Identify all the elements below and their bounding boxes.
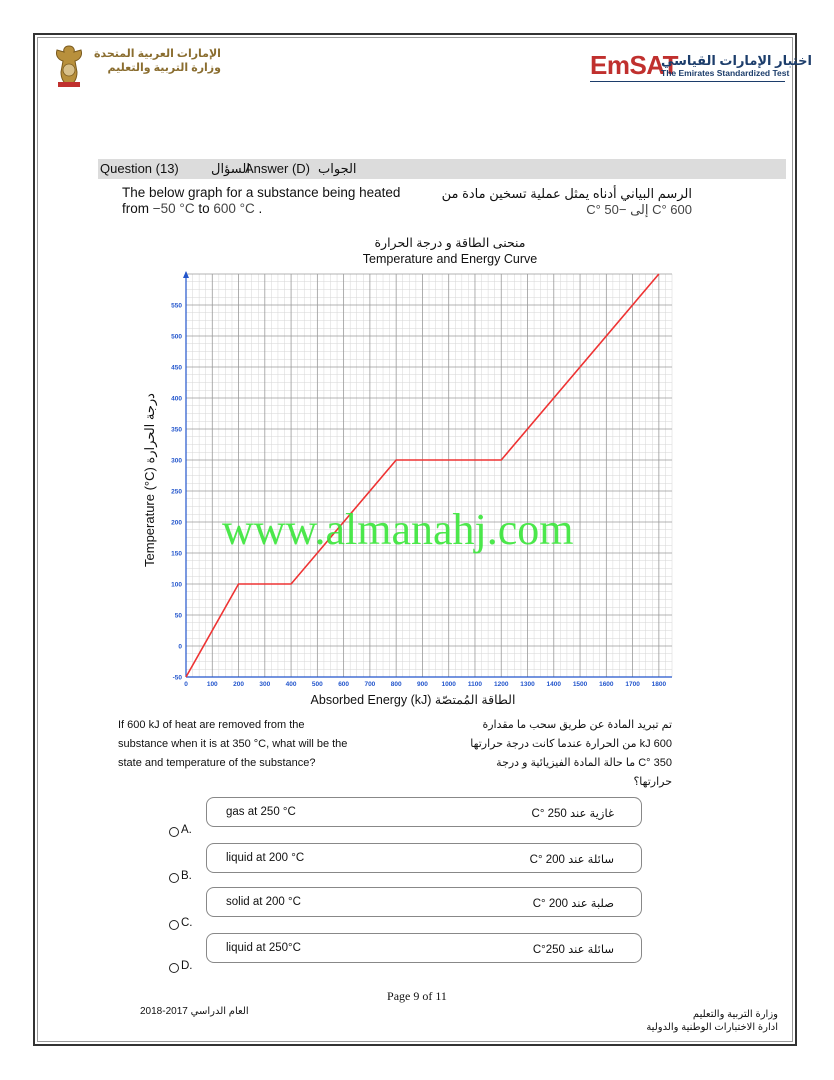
footer-ministry-line2: ادارة الاختبارات الوطنية والدولية <box>646 1022 778 1033</box>
x-tick-label: 700 <box>364 681 376 688</box>
option-b-radio[interactable] <box>169 873 179 883</box>
intro-ar <box>430 186 692 218</box>
x-tick-label: 1700 <box>625 681 640 688</box>
chart-title-en: Temperature and Energy Curve <box>362 252 538 266</box>
x-axis-label: Absorbed Energy (kJ) الطاقة المُمتصّة <box>310 693 516 707</box>
y-tick-label: 450 <box>171 364 182 372</box>
x-tick-label: 500 <box>311 681 323 688</box>
option-d-letter: D. <box>181 960 193 972</box>
x-tick-label: 1100 <box>467 681 483 688</box>
option-b-text-en: liquid at 200 °C <box>226 852 305 864</box>
emsat-underline <box>590 81 785 82</box>
y-tick-label: 300 <box>171 457 182 465</box>
x-tick-label: 800 <box>390 681 402 688</box>
answer-label: Answer (D) <box>245 161 311 176</box>
footer-ministry-line1: وزارة التربية والتعليم <box>692 1009 778 1020</box>
option-b-letter: B. <box>181 870 192 882</box>
x-tick-label: 1500 <box>572 681 588 688</box>
intro-from-word: from <box>122 201 153 216</box>
y-tick-label: 550 <box>171 302 182 310</box>
question-ar-line2: 600 kJ من الحرارة عندما كانت درجة حرارتها <box>470 738 672 750</box>
intro-ar-line2: 600 °C إلى −50 °C <box>586 202 692 217</box>
y-tick-label: 50 <box>174 612 182 620</box>
x-tick-label: 1300 <box>520 681 535 688</box>
x-tick-label: 1800 <box>651 681 667 688</box>
option-c-text-ar: صلبة عند 200 °C <box>532 898 614 910</box>
question-label-ar: السؤال <box>211 161 250 176</box>
footer-ministry <box>646 1008 778 1034</box>
x-tick-label: 200 <box>233 681 244 688</box>
academic-year: العام الدراسي 2017-2018 <box>140 1006 249 1017</box>
ministry-header-line1: الإمارات العربية المتحدة <box>94 48 221 60</box>
chart-axes <box>183 271 672 677</box>
option-b-text-ar: سائلة عند 200 °C <box>529 854 614 866</box>
intro-en <box>122 185 400 217</box>
x-tick-label: 600 <box>338 681 350 688</box>
option-a-radio[interactable] <box>169 827 179 837</box>
uae-emblem-icon <box>49 42 89 90</box>
x-tick-label: 300 <box>259 681 271 688</box>
emsat-logo-en: The Emirates Standardized Test <box>661 68 790 78</box>
option-c-radio[interactable] <box>169 920 179 930</box>
page-number: Page 9 of 11 <box>387 989 447 1003</box>
option-c-box[interactable] <box>206 887 642 917</box>
question-number: Question (13) <box>100 161 179 176</box>
question-en-line3: state and temperature of the substance? <box>118 757 316 769</box>
y-axis-label: Temperature (°C) درجة الحرارة <box>142 393 157 567</box>
x-tick-label: 100 <box>206 681 218 688</box>
x-tick-label: 1200 <box>494 681 509 688</box>
emsat-logo-ar: اختبار الإمارات القياسي <box>661 53 812 68</box>
x-tick-label: 900 <box>417 681 428 688</box>
y-axis-arrow-icon <box>183 271 189 278</box>
intro-to-temp: 600 °C <box>213 201 255 216</box>
option-c-text-en: solid at 200 °C <box>226 896 301 908</box>
y-tick-label: 500 <box>171 333 182 341</box>
x-tick-label: 1400 <box>546 681 562 688</box>
question-ar-line1: تم تبريد المادة عن طريق سحب ما مقدارة <box>482 719 672 731</box>
minor-grid <box>186 274 672 677</box>
chart-title-ar: منحنى الطاقة و درجة الحرارة <box>374 236 526 250</box>
x-tick-label: 0 <box>184 681 188 688</box>
y-tick-labels <box>171 303 182 682</box>
y-tick-label: 150 <box>171 550 182 558</box>
ministry-header-line2: وزارة التربية والتعليم <box>107 62 221 74</box>
x-tick-labels <box>184 681 666 688</box>
ministry-header <box>94 47 221 75</box>
temperature-energy-chart <box>138 270 678 710</box>
x-tick-label: 400 <box>285 681 297 688</box>
y-tick-label: 350 <box>171 426 182 434</box>
option-d-radio[interactable] <box>169 963 179 973</box>
y-tick-label: 250 <box>171 488 182 496</box>
y-tick-label: -50 <box>172 674 182 682</box>
intro-from-temp: −50 °C <box>152 201 195 216</box>
question-text-en <box>118 716 438 773</box>
y-tick-label: 200 <box>171 519 182 527</box>
question-en-line1: If 600 kJ of heat are removed from the <box>118 719 305 731</box>
emsat-logo <box>590 50 812 81</box>
option-d-text-ar: سائلة عند 250°C <box>532 944 614 956</box>
question-bar <box>98 159 786 179</box>
intro-to-word: to <box>194 201 214 216</box>
x-tick-label: 1000 <box>441 681 456 688</box>
watermark: www.almanahj.com <box>222 505 574 554</box>
intro-en-line2 <box>122 201 400 217</box>
emsat-logo-text: EmSAT <box>590 50 679 80</box>
option-c-letter: C. <box>181 917 193 929</box>
question-ar-line4: حرارتها؟ <box>633 776 672 788</box>
x-tick-label: 1600 <box>599 681 614 688</box>
option-a-letter: A. <box>181 824 192 836</box>
option-d-text-en: liquid at 250°C <box>226 942 301 954</box>
intro-en-line1: The below graph for a substance being heated <box>122 185 401 200</box>
option-d-box[interactable] <box>206 933 642 963</box>
question-text-ar <box>440 716 672 792</box>
y-tick-label: 100 <box>171 581 182 589</box>
answer-label-ar: الجواب <box>318 161 357 176</box>
option-a-text-en: gas at 250 °C <box>226 806 296 818</box>
question-en-line2: substance when it is at 350 °C, what will be the <box>118 738 348 750</box>
intro-end: . <box>254 201 263 216</box>
option-a-box[interactable] <box>206 797 642 827</box>
question-ar-line3: 350 °C ما حالة المادة الفيزيائية و درجة <box>496 757 672 769</box>
y-tick-label: 0 <box>178 643 182 651</box>
option-a-text-ar: غازية عند 250 °C <box>531 808 614 820</box>
y-tick-label: 400 <box>171 395 182 403</box>
option-b-box[interactable] <box>206 843 642 873</box>
intro-ar-line1: الرسم البياني أدناه يمثل عملية تسخين مادة من <box>441 186 692 201</box>
